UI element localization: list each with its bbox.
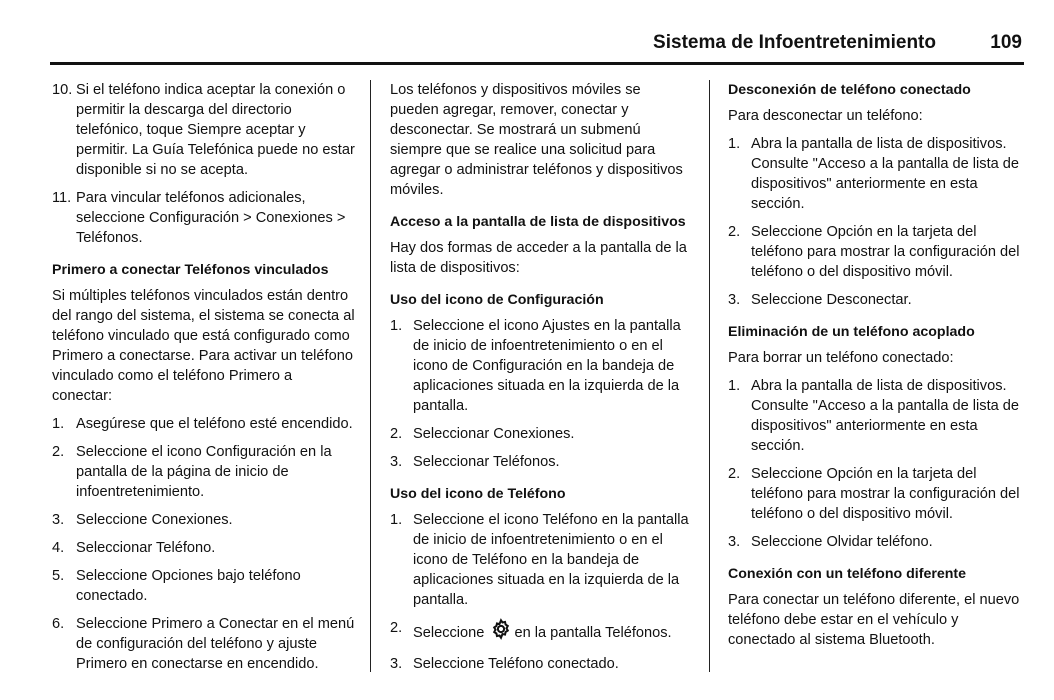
step-text: Seleccionar Teléfonos. — [413, 454, 560, 470]
list-item — [390, 618, 692, 646]
step-number: 10. — [52, 82, 73, 98]
list-item — [52, 614, 356, 674]
paragraph: Los teléfonos y dispositivos móviles se pueden agregar, remover, conectar y desconectar. Se mostrará un submenú siempre que se realice una solicitud para agregar o administrar teléfonos y dispositivos móviles. — [390, 82, 683, 198]
paragraph: Para conectar un teléfono diferente, el nuevo teléfono debe estar en el vehículo y conectado al sistema Bluetooth. — [728, 592, 1020, 648]
step-number: 3. — [728, 534, 741, 550]
section-heading: Uso del icono de Teléfono — [390, 486, 566, 502]
list-item — [52, 538, 356, 558]
step-number: 2. — [390, 620, 403, 636]
section-heading: Desconexión de teléfono conectado — [728, 82, 971, 98]
step-number: 11. — [52, 190, 72, 206]
list-item — [728, 376, 1028, 456]
list-item — [52, 566, 356, 606]
section-heading: Eliminación de un teléfono acoplado — [728, 324, 975, 340]
step-number: 1. — [390, 512, 403, 528]
paragraph: Si múltiples teléfonos vinculados están dentro del rango del sistema, el sistema se conecta al teléfono vinculado que está configurado como Primero a conectarse. Para activar un teléfono vinculado como el teléfono Primero a conectar: — [52, 288, 355, 404]
step-text: Seleccione Opciones bajo teléfono conectado. — [76, 568, 301, 604]
list-item — [728, 134, 1028, 214]
first-connect-steps — [52, 414, 356, 674]
step-number: 3. — [728, 292, 741, 308]
step-text: Seleccione Conexiones. — [76, 512, 233, 528]
page-number: 109 — [990, 32, 1022, 53]
step-text: Para vincular teléfonos adicionales, seleccione Configuración > Conexiones > Teléfonos. — [76, 190, 346, 246]
list-item — [52, 188, 356, 248]
column-2 — [390, 80, 692, 682]
gear-icon — [490, 618, 512, 646]
disconnect-steps — [728, 134, 1028, 310]
list-item — [728, 464, 1028, 524]
step-number: 1. — [728, 378, 741, 394]
step-text: Abra la pantalla de lista de dispositivos. Consulte "Acceso a la pantalla de lista de dispositivos" anteriormente en esta sección. — [751, 378, 1020, 454]
list-item — [52, 414, 356, 434]
column-3 — [728, 80, 1028, 658]
step-number: 3. — [52, 512, 65, 528]
step-text: Seleccione el icono Configuración en la pantalla de la página de inicio de infoentretenimiento. — [76, 444, 332, 500]
list-item — [390, 316, 692, 416]
config-icon-steps — [390, 316, 692, 472]
step-number: 3. — [390, 656, 403, 672]
phone-icon-steps — [390, 510, 692, 674]
step-text: Seleccione Opción en la tarjeta del teléfono para mostrar la configuración del teléfono o del dispositivo móvil. — [751, 224, 1020, 280]
step-number: 1. — [728, 136, 741, 152]
section-heading: Uso del icono de Configuración — [390, 292, 604, 308]
step-text: Seleccionar Teléfono. — [76, 540, 216, 556]
step-number: 1. — [390, 318, 403, 334]
step-text: Seleccione Teléfono conectado. — [413, 656, 619, 672]
step-number: 4. — [52, 540, 65, 556]
list-item — [390, 452, 692, 472]
list-item — [390, 654, 692, 674]
section-heading: Primero a conectar Teléfonos vinculados — [52, 262, 329, 278]
step-number: 6. — [52, 616, 65, 632]
step-number: 2. — [52, 444, 65, 460]
step-text: Si el teléfono indica aceptar la conexión o permitir la descarga del directorio telefónico, toque Siempre aceptar y permitir. La Guía Telefónica puede no estar disponible si no se acepta. — [76, 82, 355, 178]
step-text-pre: Seleccione — [413, 625, 485, 641]
list-item — [728, 290, 1028, 310]
step-text: Seleccione Olvidar teléfono. — [751, 534, 933, 550]
step-number: 1. — [52, 416, 65, 432]
list-item — [52, 80, 356, 180]
step-number: 5. — [52, 568, 65, 584]
step-text: Seleccione Desconectar. — [751, 292, 912, 308]
paragraph: Para borrar un teléfono conectado: — [728, 350, 954, 366]
section-heading: Conexión con un teléfono diferente — [728, 566, 967, 582]
step-text: Seleccione el icono Ajustes en la pantalla de inicio de infoentretenimiento o en el icono de Configuración en la bandeja de aplicaciones situada en la izquierda de la pantalla. — [413, 318, 681, 414]
paragraph: Hay dos formas de acceder a la pantalla de la lista de dispositivos: — [390, 240, 687, 276]
column-divider — [709, 80, 710, 672]
list-item — [52, 442, 356, 502]
list-item — [390, 424, 692, 444]
list-item — [728, 222, 1028, 282]
column-1 — [52, 80, 356, 682]
step-text: Seleccione Primero a Conectar en el menú de configuración del teléfono y ajuste Primero en conectarse en encendido. — [76, 616, 355, 672]
list-item — [52, 510, 356, 530]
section-heading: Acceso a la pantalla de lista de dispositivos — [390, 214, 686, 230]
step-number: 2. — [728, 224, 741, 240]
step-number: 2. — [728, 466, 741, 482]
step-number: 3. — [390, 454, 403, 470]
list-item — [390, 510, 692, 610]
step-text: Asegúrese que el teléfono esté encendido. — [76, 416, 353, 432]
step-text-post: en la pantalla Teléfonos. — [514, 625, 672, 641]
step-text: Abra la pantalla de lista de dispositivos. Consulte "Acceso a la pantalla de lista de dispositivos" anteriormente en esta sección. — [751, 136, 1020, 212]
list-item — [728, 532, 1028, 552]
page-header — [50, 28, 1024, 65]
continued-steps-list — [52, 80, 356, 248]
step-text: Seleccionar Conexiones. — [413, 426, 575, 442]
step-text: Seleccione Opción en la tarjeta del teléfono para mostrar la configuración del teléfono o del dispositivo móvil. — [751, 466, 1020, 522]
column-divider — [370, 80, 371, 672]
step-number: 2. — [390, 426, 403, 442]
paragraph: Para desconectar un teléfono: — [728, 108, 923, 124]
section-title: Sistema de Infoentretenimiento — [653, 32, 936, 53]
delete-steps — [728, 376, 1028, 552]
step-text: Seleccione el icono Teléfono en la pantalla de inicio de infoentretenimiento o en el icono de Teléfono en la bandeja de aplicaciones situada en la izquierda de la pantalla. — [413, 512, 689, 608]
